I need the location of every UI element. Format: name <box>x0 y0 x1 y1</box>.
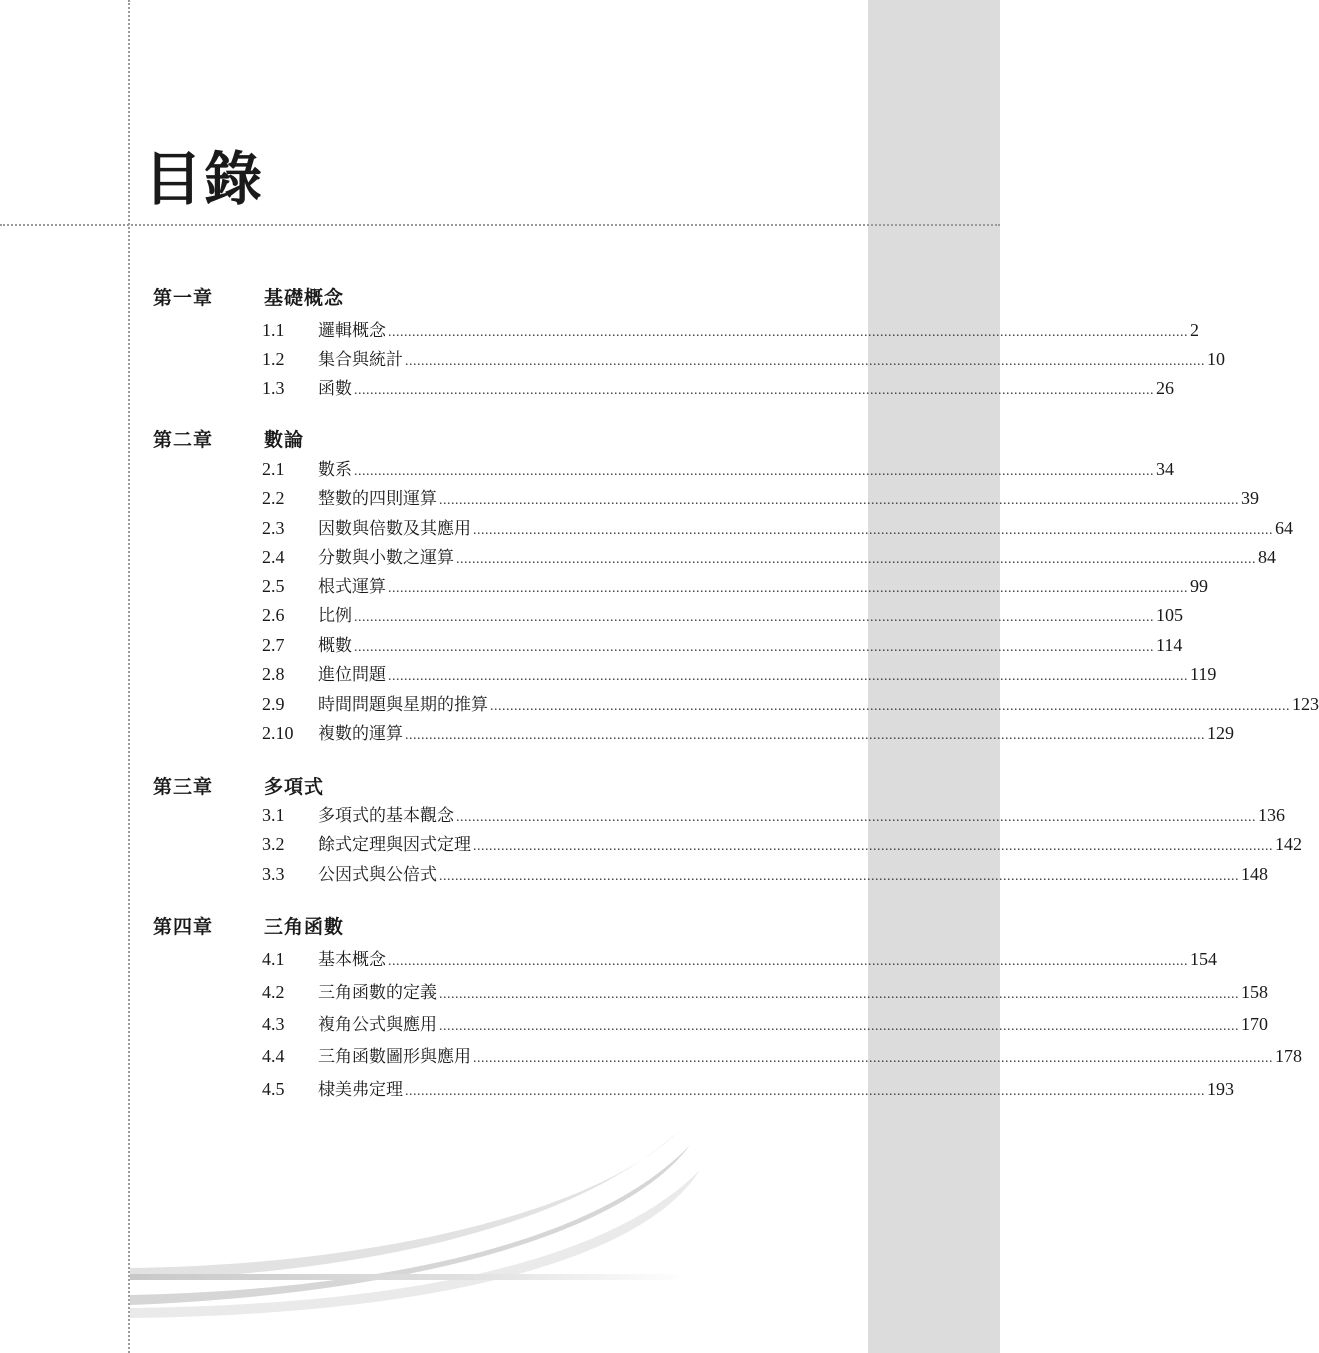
dot-leader: ........................................................................................................................................................................................................ <box>405 354 1205 369</box>
section-number: 1.3 <box>262 378 285 398</box>
toc-entry[interactable] <box>262 978 1268 1003</box>
toc-entry[interactable] <box>262 345 1225 370</box>
section-title: 三角函數圖形與應用 <box>318 1047 471 1067</box>
section-title: 進位問題 <box>318 665 386 685</box>
page-number: 39 <box>1241 488 1259 508</box>
section-title: 根式運算 <box>318 577 386 597</box>
toc-entry[interactable] <box>262 484 1259 509</box>
toc-entry[interactable] <box>262 860 1268 885</box>
chapter-label: 第三章 <box>153 776 214 798</box>
section-title: 棣美弗定理 <box>318 1080 403 1100</box>
section-number: 2.1 <box>262 459 285 479</box>
section-number: 2.6 <box>262 605 285 625</box>
dot-leader: ........................................................................................................................................................................................................ <box>490 699 1290 714</box>
toc-entry[interactable] <box>262 543 1276 568</box>
page-number: 119 <box>1190 664 1217 684</box>
section-title: 函數 <box>318 379 352 399</box>
dot-leader: ........................................................................................................................................................................................................ <box>354 383 1154 398</box>
section-title: 集合與統計 <box>318 350 403 370</box>
dot-leader: ........................................................................................................................................................................................................ <box>354 610 1154 625</box>
dot-leader: ........................................................................................................................................................................................................ <box>439 1019 1239 1034</box>
section-title: 比例 <box>318 606 352 626</box>
dot-leader: ........................................................................................................................................................................................................ <box>439 869 1239 884</box>
section-number: 2.8 <box>262 664 285 684</box>
dot-leader: ........................................................................................................................................................................................................ <box>456 552 1256 567</box>
toc-entry[interactable] <box>262 514 1293 539</box>
toc-entry[interactable] <box>262 1042 1302 1067</box>
page-number: 26 <box>1156 378 1174 398</box>
section-title: 因數與倍數及其應用 <box>318 519 471 539</box>
section-title: 邏輯概念 <box>318 321 386 341</box>
dot-leader: ........................................................................................................................................................................................................ <box>439 987 1239 1002</box>
page-number: 193 <box>1207 1079 1234 1099</box>
section-number: 4.2 <box>262 982 285 1002</box>
chapter-title: 多項式 <box>264 776 325 798</box>
page-number: 170 <box>1241 1014 1268 1034</box>
page-number: 148 <box>1241 864 1268 884</box>
page-number: 34 <box>1156 459 1174 479</box>
toc-entry[interactable] <box>262 830 1302 855</box>
toc-entry[interactable] <box>262 455 1174 480</box>
toc-entry[interactable] <box>262 601 1183 626</box>
page-number: 84 <box>1258 547 1276 567</box>
dot-leader: ........................................................................................................................................................................................................ <box>473 839 1273 854</box>
section-title: 複角公式與應用 <box>318 1015 437 1035</box>
dot-leader: ........................................................................................................................................................................................................ <box>473 1051 1273 1066</box>
page-number: 123 <box>1292 694 1319 714</box>
section-number: 1.2 <box>262 349 285 369</box>
page-number: 129 <box>1207 723 1234 743</box>
chapter-label: 第一章 <box>153 287 214 309</box>
dotted-margin-horizontal <box>0 224 1000 226</box>
dot-leader: ........................................................................................................................................................................................................ <box>388 581 1188 596</box>
dot-leader: ........................................................................................................................................................................................................ <box>405 1084 1205 1099</box>
section-title: 三角函數的定義 <box>318 983 437 1003</box>
page-number: 154 <box>1190 949 1217 969</box>
dot-leader: ........................................................................................................................................................................................................ <box>388 669 1188 684</box>
page-number: 158 <box>1241 982 1268 1002</box>
section-title: 基本概念 <box>318 950 386 970</box>
section-title: 整數的四則運算 <box>318 489 437 509</box>
toc-entry[interactable] <box>262 690 1319 715</box>
toc-entry[interactable] <box>262 374 1174 399</box>
section-number: 4.1 <box>262 949 285 969</box>
section-title: 時間問題與星期的推算 <box>318 695 488 715</box>
section-number: 2.2 <box>262 488 285 508</box>
page-number: 178 <box>1275 1046 1302 1066</box>
section-number: 1.1 <box>262 320 285 340</box>
chapter-title: 三角函數 <box>264 916 345 938</box>
page-number: 136 <box>1258 805 1285 825</box>
section-title: 多項式的基本觀念 <box>318 806 454 826</box>
page-number: 2 <box>1190 320 1199 340</box>
toc-entry[interactable] <box>262 1075 1234 1100</box>
toc-entry[interactable] <box>262 572 1208 597</box>
page-number: 64 <box>1275 518 1293 538</box>
toc-entry[interactable] <box>262 316 1199 341</box>
section-number: 2.3 <box>262 518 285 538</box>
dot-leader: ........................................................................................................................................................................................................ <box>473 523 1273 538</box>
section-number: 2.9 <box>262 694 285 714</box>
page-number: 10 <box>1207 349 1225 369</box>
section-number: 4.5 <box>262 1079 285 1099</box>
section-number: 3.2 <box>262 834 285 854</box>
chapter-label: 第二章 <box>153 429 214 451</box>
dot-leader: ........................................................................................................................................................................................................ <box>456 810 1256 825</box>
section-number: 2.7 <box>262 635 285 655</box>
toc-entry[interactable] <box>262 631 1183 656</box>
chapter-title: 數論 <box>264 429 305 451</box>
page-title: 目錄 <box>144 145 265 213</box>
section-number: 3.1 <box>262 805 285 825</box>
page-number: 114 <box>1156 635 1183 655</box>
section-title: 分數與小數之運算 <box>318 548 454 568</box>
dot-leader: ........................................................................................................................................................................................................ <box>354 464 1154 479</box>
chapter-title: 基礎概念 <box>264 287 345 309</box>
page-number: 105 <box>1156 605 1183 625</box>
section-number: 4.4 <box>262 1046 285 1066</box>
chapter-label: 第四章 <box>153 916 214 938</box>
toc-entry[interactable] <box>262 660 1217 685</box>
toc-entry[interactable] <box>262 719 1234 744</box>
section-title: 餘式定理與因式定理 <box>318 835 471 855</box>
section-number: 2.5 <box>262 576 285 596</box>
decorative-swoosh <box>0 1090 868 1320</box>
section-number: 2.4 <box>262 547 285 567</box>
dot-leader: ........................................................................................................................................................................................................ <box>354 640 1154 655</box>
section-title: 概數 <box>318 636 352 656</box>
toc-entry[interactable] <box>262 945 1217 970</box>
section-title: 公因式與公倍式 <box>318 865 437 885</box>
dot-leader: ........................................................................................................................................................................................................ <box>388 954 1188 969</box>
page-number: 99 <box>1190 576 1208 596</box>
page-number: 142 <box>1275 834 1302 854</box>
section-title: 複數的運算 <box>318 724 403 744</box>
dot-leader: ........................................................................................................................................................................................................ <box>439 493 1239 508</box>
section-number: 3.3 <box>262 864 285 884</box>
section-number: 4.3 <box>262 1014 285 1034</box>
dot-leader: ........................................................................................................................................................................................................ <box>388 325 1188 340</box>
toc-entry[interactable] <box>262 801 1285 826</box>
section-title: 數系 <box>318 460 352 480</box>
dot-leader: ........................................................................................................................................................................................................ <box>405 728 1205 743</box>
toc-entry[interactable] <box>262 1010 1268 1035</box>
section-number: 2.10 <box>262 723 294 743</box>
